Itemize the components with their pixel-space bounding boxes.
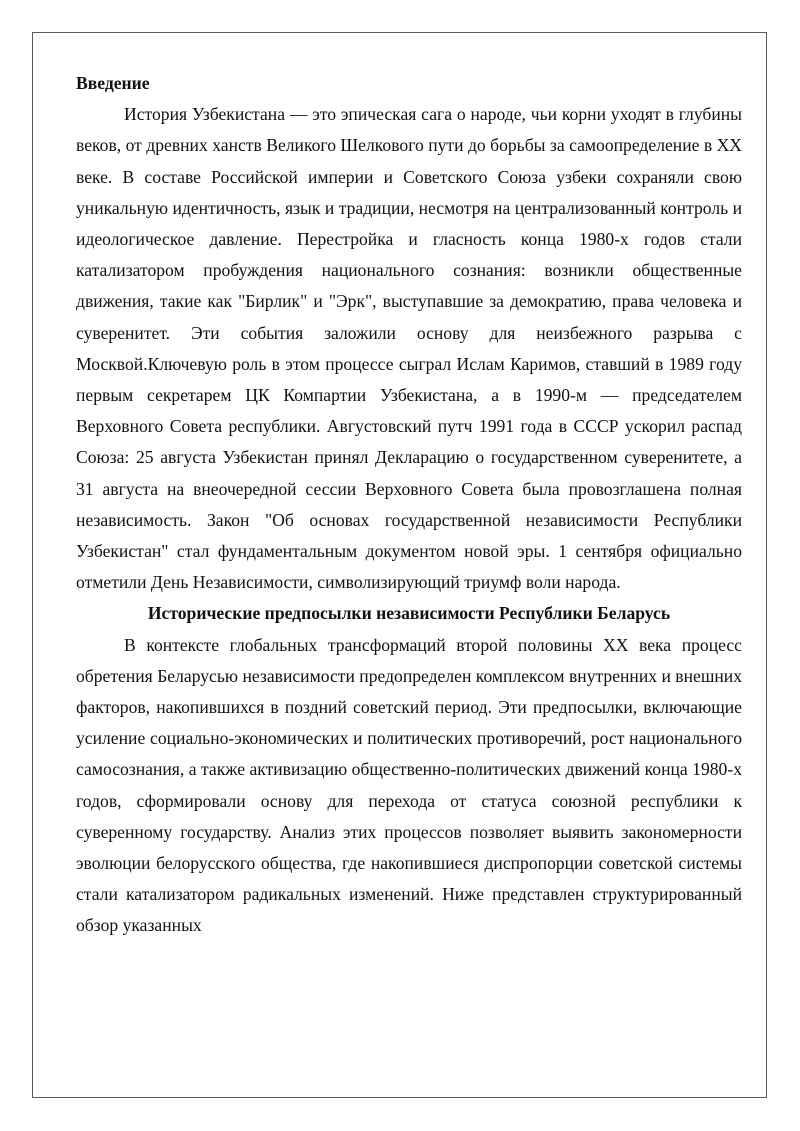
document-body [76, 68, 742, 942]
section-paragraph: В контексте глобальных трансформаций второй половины XX века процесс обретения Беларусью независимости предопределен комплексом внутренних и внешних факторов, накопившихся в поздний советский период. Эти предпосылки, включающие усиление социально-экономических и политических противоречий, рост национального самосознания, а также активизацию общественно-политических движений конца 1980-х годов, сформировали основу для перехода от статуса союзной республики к суверенному государству. Анализ этих процессов позволяет выявить закономерности эволюции белорусского общества, где накопившиеся диспропорции советской системы стали катализатором радикальных изменений. Ниже представлен структурированный обзор указанных [76, 634, 742, 936]
intro-heading: Введение [76, 73, 150, 93]
section-heading: Исторические предпосылки независимости Республики Беларусь [147, 603, 671, 624]
intro-paragraph: История Узбекистана — это эпическая сага о народе, чьи корни уходят в глубины веков, от древних ханств Великого Шелкового пути до борьбы за самоопределение в XX веке. В составе Российской империи и Советского Союза узбеки сохраняли свою уникальную идентичность, язык и традиции, несмотря на централизованный контроль и идеологическое давление. Перестройка и гласность конца 1980-х годов стали катализатором пробуждения национального сознания: возникли общественные движения, такие как "Бирлик" и "Эрк", выступавшие за демократию, права человека и суверенитет. Эти события заложили основу для неизбежного разрыва с Москвой.Ключевую роль в этом процессе сыграл Ислам Каримов, ставший в 1989 году первым секретарем ЦК Компартии Узбекистана, а в 1990-м — председателем Верховного Совета республики. Августовский путч 1991 года в СССР ускорил распад Союза: 25 августа Узбекистан принял Декларацию о государственном суверенитете, а 31 августа на внеочередной сессии Верховного Совета была провозглашена полная независимость. Закон "Об основах государственной независимости Республики Узбекистан" стал фундаментальным документом новой эры. 1 сентября официально отметили День Независимости, символизирующий триумф воли народа. [76, 104, 742, 593]
